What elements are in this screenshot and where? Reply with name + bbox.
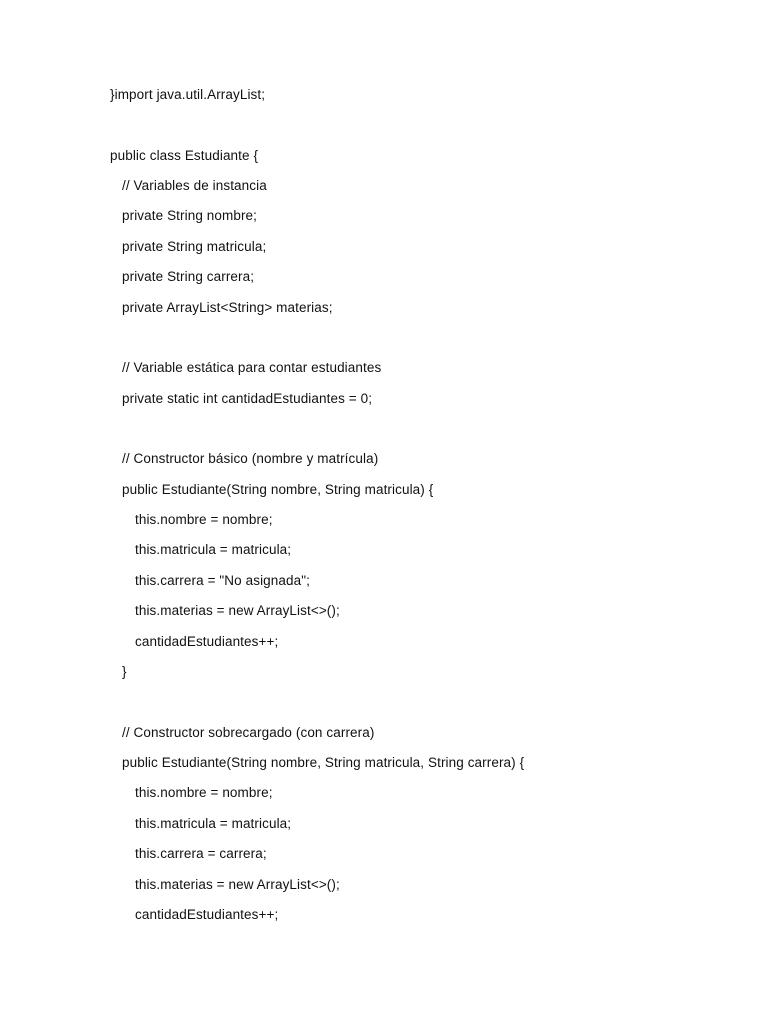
code-comment-static-variable: // Variable estática para contar estudiantes [122,360,382,375]
code-line-overloaded-constructor-signature: public Estudiante(String nombre, String matricula, String carrera) { [122,755,525,770]
code-line-basic-constructor-signature: public Estudiante(String nombre, String matricula) { [122,482,434,497]
code-line-assign-nombre: this.nombre = nombre; [135,512,273,527]
code-line-assign-materias: this.materias = new ArrayList<>(); [135,603,340,618]
code-line-assign-carrera: this.carrera = carrera; [135,846,267,861]
code-comment-instance-variables: // Variables de instancia [122,178,267,193]
code-line-field-materias: private ArrayList<String> materias; [122,300,333,315]
code-line-field-nombre: private String nombre; [122,208,258,223]
code-line-assign-matricula: this.matricula = matricula; [135,816,292,831]
code-line-assign-carrera-default: this.carrera = "No asignada"; [135,573,310,588]
code-line-class-declaration: public class Estudiante { [110,148,259,163]
code-line-closing-brace: } [122,664,127,679]
code-line-field-carrera: private String carrera; [122,269,255,284]
code-line-import: }import java.util.ArrayList; [110,87,266,102]
code-line-static-counter: private static int cantidadEstudiantes = 0; [122,391,373,406]
code-comment-basic-constructor: // Constructor básico (nombre y matrícula) [122,451,379,466]
code-comment-overloaded-constructor: // Constructor sobrecargado (con carrera) [122,725,375,740]
code-line-assign-nombre: this.nombre = nombre; [135,785,273,800]
code-line-assign-materias: this.materias = new ArrayList<>(); [135,877,340,892]
code-line-field-matricula: private String matricula; [122,239,267,254]
code-line-increment-counter: cantidadEstudiantes++; [135,907,279,922]
code-line-increment-counter: cantidadEstudiantes++; [135,634,279,649]
code-line-assign-matricula: this.matricula = matricula; [135,542,292,557]
